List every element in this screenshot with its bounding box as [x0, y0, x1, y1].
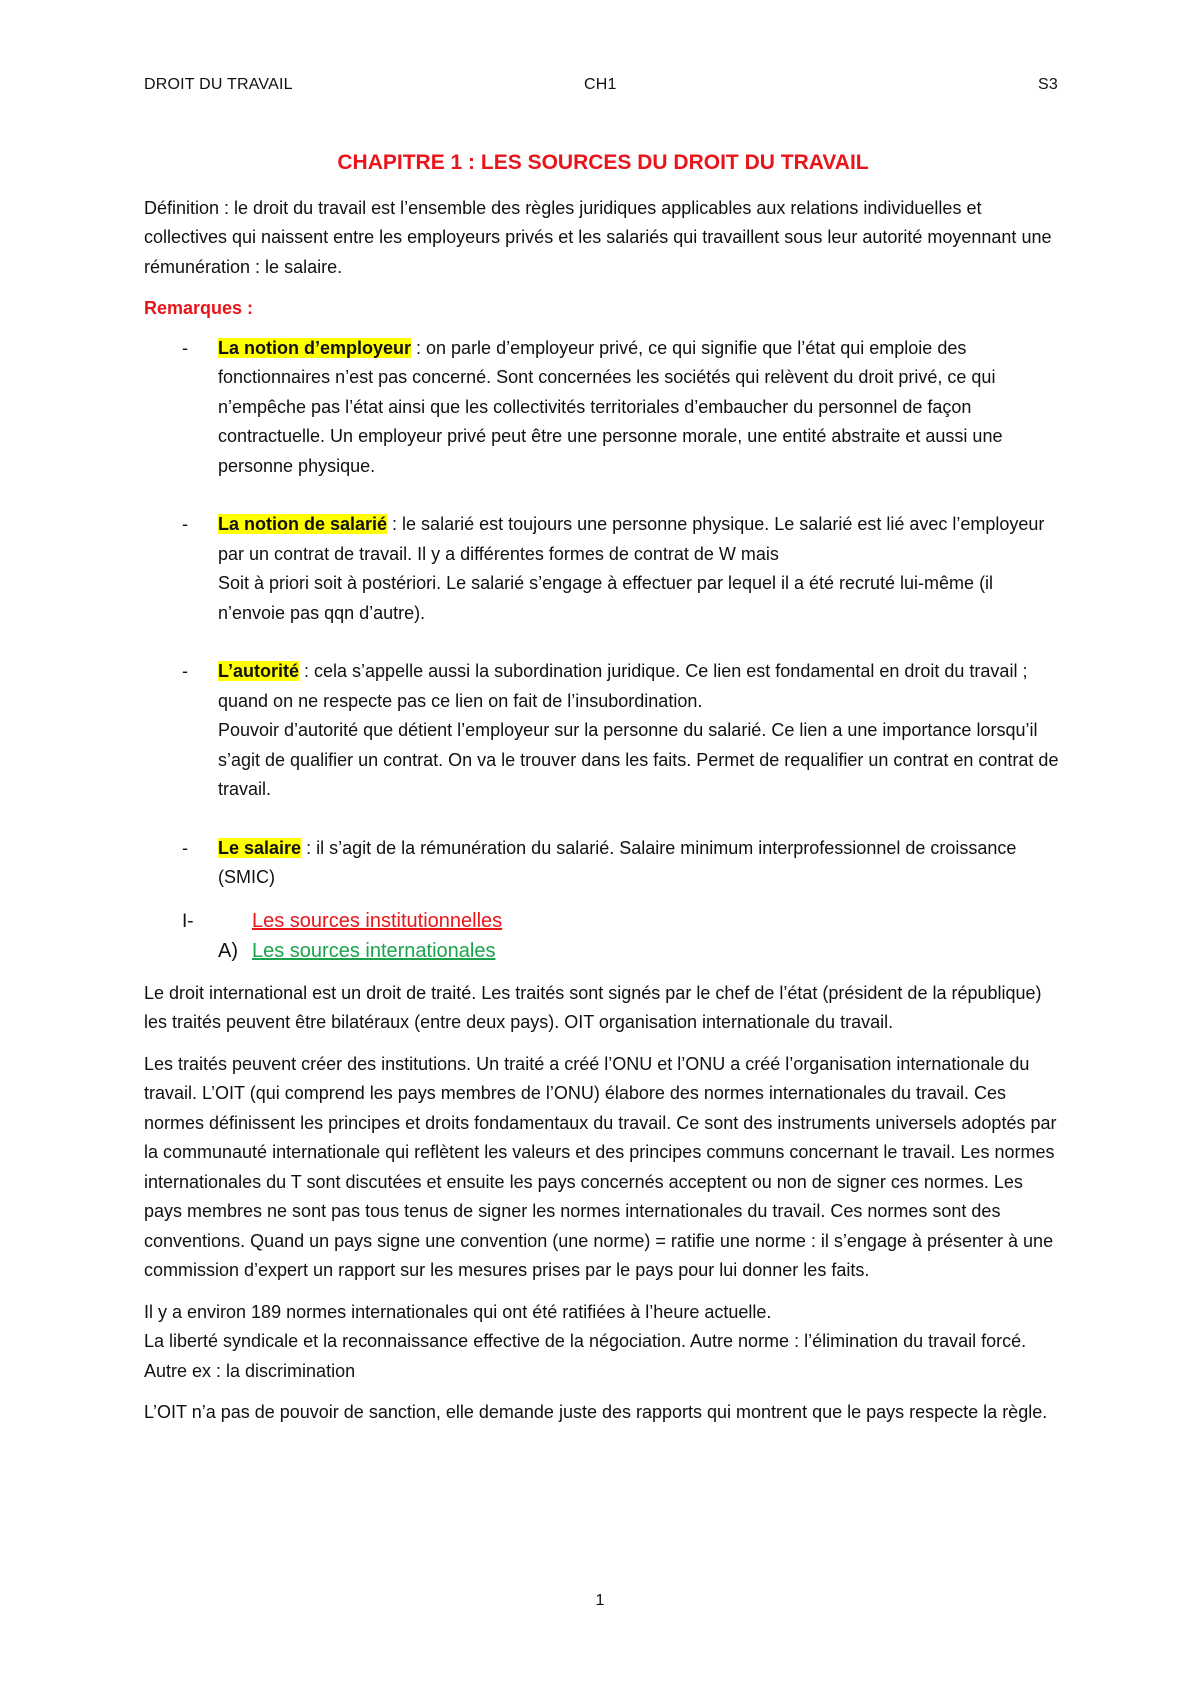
subsection-heading-a: [144, 937, 1062, 971]
body-paragraph: L’OIT n’a pas de pouvoir de sanction, elle demande juste des rapports qui montrent que le pays respecte la règle.: [144, 1402, 1048, 1422]
subsection-title: Les sources internationales: [252, 939, 496, 962]
list-dash: -: [182, 837, 188, 858]
header-left: DROIT DU TRAVAIL: [144, 76, 293, 93]
body-paragraph: Les traités peuvent créer des institutions. Un traité a créé l’ONU et l’ONU a créé l’organisation internationale du travail. L’OIT (qui comprend les pays membres de l’ONU) élabore des normes internationales du travail. Ces normes définissent les principes et droits fondamentaux du travail. Ce sont des instruments universels adoptés par la communauté internationale qui reflètent les valeurs et des principes communs concernant le travail. Les normes internationales du T sont discutées et ensuite les pays concernés acceptent ou non de signer ces normes. Les pays membres ne sont pas tous tenus de signer les normes internationales du travail. Ces normes sont des conventions. Quand un pays signe une convention (une norme) = ratifie une norme : il s’engage à présenter à une commission d’expert un rapport sur les mesures prises par le pays pour lui donner les faits.: [144, 1053, 1057, 1280]
header-right: S3: [1038, 76, 1058, 93]
term-highlight: L’autorité: [218, 661, 300, 681]
remarque-item-salarie: [144, 510, 1062, 628]
section-title: Les sources institutionnelles: [252, 909, 503, 932]
remarques-heading: Remarques :: [144, 298, 254, 318]
chapter-title: CHAPITRE 1 : LES SOURCES DU DROIT DU TRAVAIL: [337, 151, 869, 174]
definition-paragraph: Définition : le droit du travail est l’ensemble des règles juridiques applicables aux relations individuelles et collectives qui naissent entre les employeurs privés et les salariés qui travaillent sous leur autorité moyennant une rémunération : le salaire.: [144, 197, 1052, 277]
paragraph-line: La liberté syndicale et la reconnaissance effective de la négociation. Autre norme : l’élimination du travail forcé. Autre ex : la discrimination: [144, 1331, 1027, 1381]
remarque-extra-text: Soit à priori soit à postériori. Le salarié s’engage à effectuer par lequel il a été recruté lui-même (il n’envoie pas qqn d’autre).: [218, 573, 994, 623]
subsection-number: A): [218, 939, 238, 962]
term-highlight: Le salaire: [218, 837, 302, 858]
list-dash: -: [182, 661, 188, 681]
body-paragraph: [144, 1298, 1062, 1387]
remarque-extra-text: Pouvoir d’autorité que détient l’employeur sur la personne du salarié. Ce lien a une importance lorsqu’il s’agit de qualifier un contrat. On va le trouver dans les faits. Permet de requalifier un contrat en contrat de travail.: [218, 720, 1059, 799]
remarque-item-salaire: [144, 834, 1062, 893]
remarque-text: : le salarié est toujours une personne physique. Le salarié est lié avec l’employeur par un contrat de travail. Il y a différentes formes de contrat de W mais: [218, 514, 1045, 564]
section-heading-1: [144, 907, 1062, 937]
header-center: CH1: [584, 76, 617, 93]
remarque-text: : il s’agit de la rémunération du salarié. Salaire minimum interprofessionnel de croissance (SMIC): [218, 837, 1017, 887]
list-dash: -: [182, 514, 188, 534]
term-highlight: La notion de salarié: [218, 514, 388, 534]
section-number: I-: [182, 910, 194, 932]
remarque-item-autorite: [144, 657, 1062, 805]
remarque-text: : on parle d’employeur privé, ce qui signifie que l’état qui emploie des fonctionnaires n’est pas concerné. Sont concernées les sociétés qui relèvent du droit privé, ce qui n’empêche pas l’état ainsi que les collectivités territoriales d’embaucher du personnel de façon contractuelle. Un employeur privé peut être une personne morale, une entité abstraite et aussi une personne physique.: [218, 337, 1003, 476]
document-body: [144, 148, 1062, 1440]
term-highlight: La notion d’employeur: [218, 337, 412, 358]
page-number: 1: [595, 1592, 605, 1609]
remarque-text: : cela s’appelle aussi la subordination juridique. Ce lien est fondamental en droit du travail ; quand on ne respecte pas ce lien on fait de l’insubordination.: [218, 661, 1028, 711]
remarque-item-employeur: [144, 334, 1062, 482]
paragraph-line: Il y a environ 189 normes internationales qui ont été ratifiées à l’heure actuelle.: [144, 1301, 772, 1322]
list-dash: -: [182, 337, 188, 358]
body-paragraph: Le droit international est un droit de traité. Les traités sont signés par le chef de l’état (président de la république) les traités peuvent être bilatéraux (entre deux pays). OIT organisation internationale du travail.: [144, 982, 1042, 1032]
